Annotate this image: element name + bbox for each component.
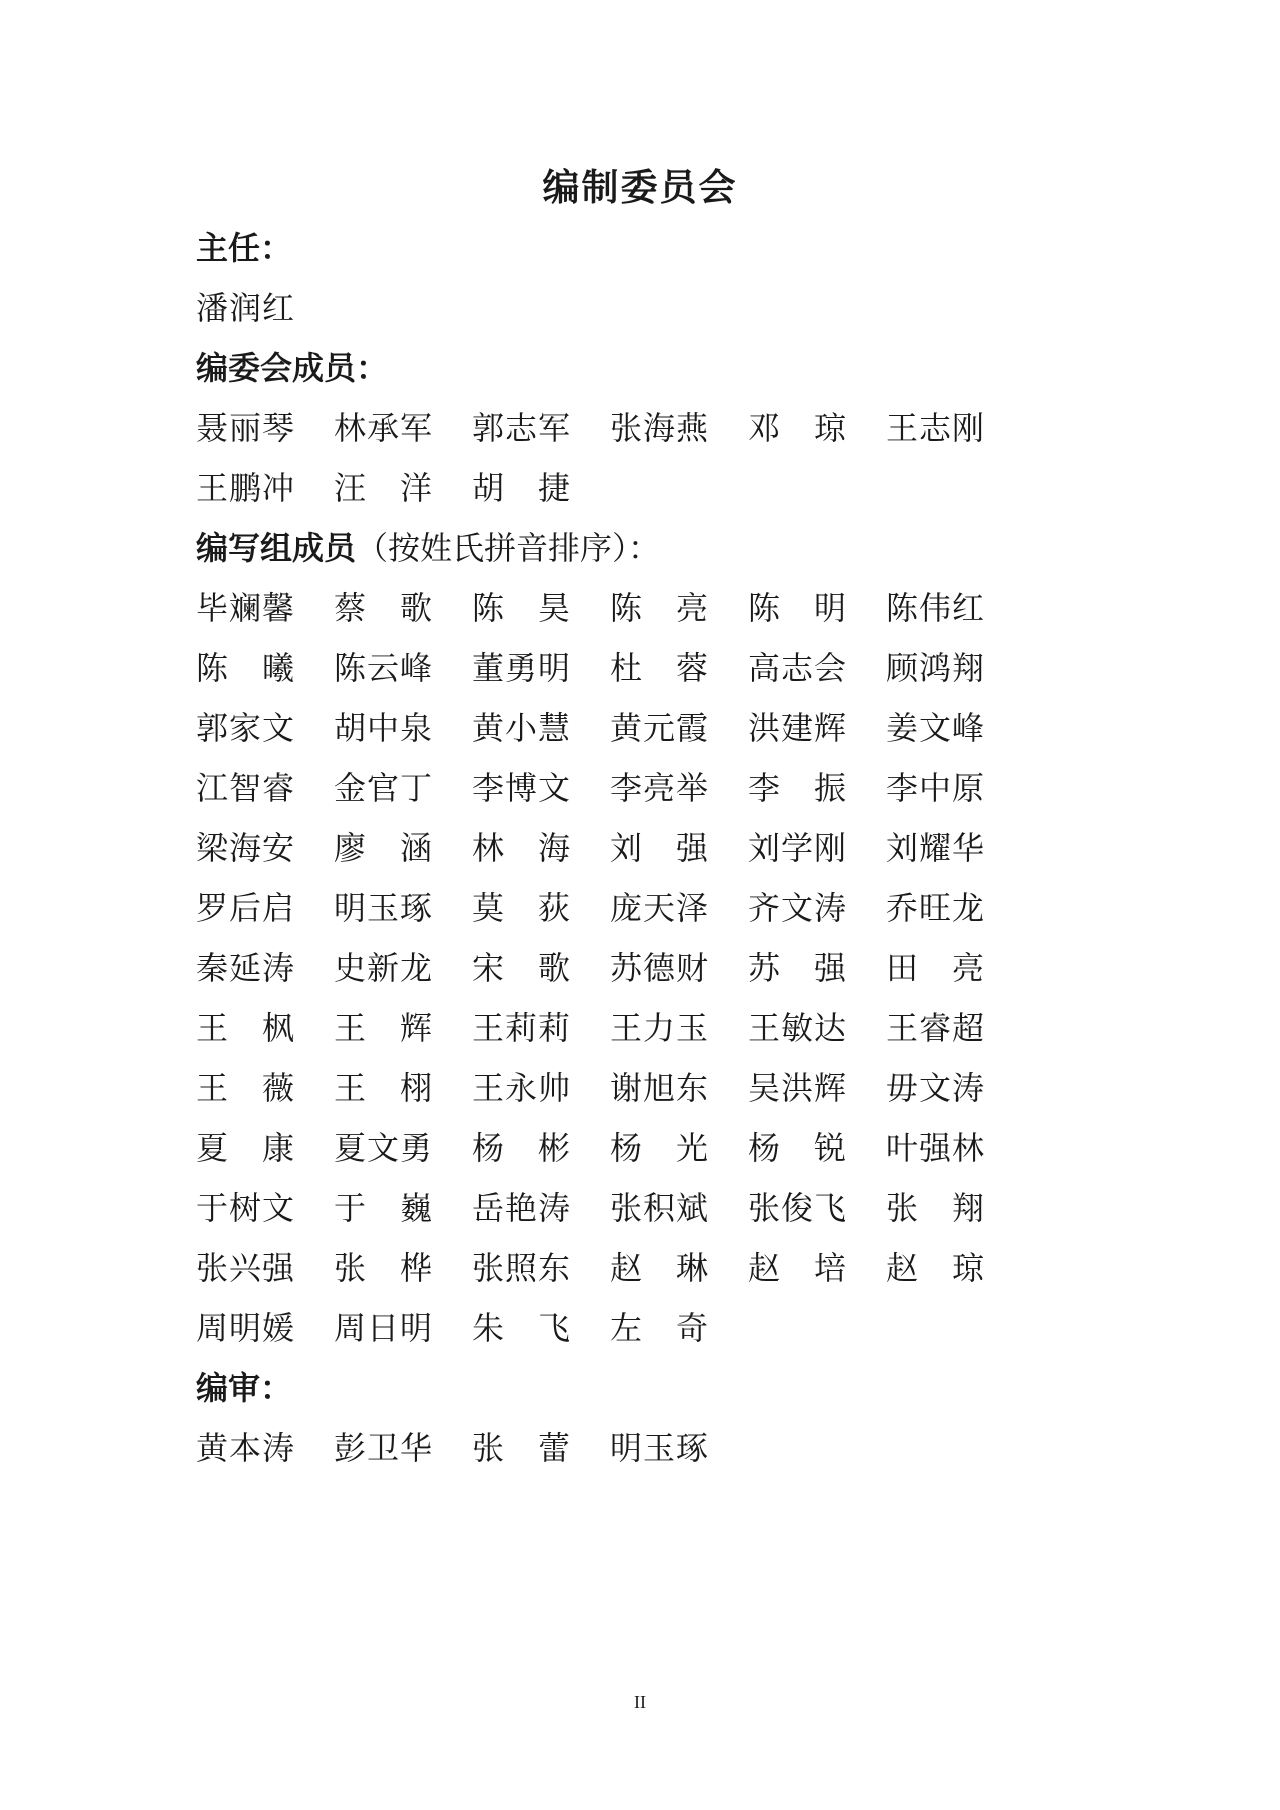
member-name: 杨 光 (610, 1129, 708, 1167)
section-heading (196, 338, 1096, 398)
member-name: 黄 小 慧 (472, 709, 570, 747)
section-heading-text: 编审： (196, 1369, 293, 1407)
member-name: 王 睿 超 (886, 1009, 984, 1047)
member-name: 刘 耀 华 (886, 829, 984, 867)
member-name: 王 志 刚 (886, 409, 984, 447)
member-name: 叶 强 林 (886, 1129, 984, 1167)
section-heading-text: 编写组成员 (196, 529, 357, 567)
member-name: 吴 洪 辉 (748, 1069, 846, 1107)
member-name: 王 敏 达 (748, 1009, 846, 1047)
member-name: 于 巍 (334, 1189, 432, 1227)
member-name: 赵 琼 (886, 1249, 984, 1287)
name-list (196, 278, 1096, 338)
member-name: 张 翔 (886, 1189, 984, 1227)
member-name: 朱 飞 (472, 1309, 570, 1347)
member-name: 李 博 文 (472, 769, 570, 807)
member-name: 夏 康 (196, 1129, 294, 1167)
member-name: 莫 荻 (472, 889, 570, 927)
member-name: 毋 文 涛 (886, 1069, 984, 1107)
section-heading-note: （按姓氏拼音排序）： (356, 529, 661, 567)
member-name: 王 鹏 冲 (196, 469, 294, 507)
member-name: 张 桦 (334, 1249, 432, 1287)
member-name: 庞 天 泽 (610, 889, 708, 927)
member-name: 黄 本 涛 (196, 1429, 294, 1467)
member-name: 金 官 丁 (334, 769, 432, 807)
member-name: 蔡 歌 (334, 589, 432, 627)
member-name: 高 志 会 (748, 649, 846, 687)
member-name: 赵 培 (748, 1249, 846, 1287)
member-name: 洪 建 辉 (748, 709, 846, 747)
member-name: 张 照 东 (472, 1249, 570, 1287)
member-name: 明 玉 琢 (610, 1429, 708, 1467)
member-name: 顾 鸿 翔 (886, 649, 984, 687)
member-name: 秦 延 涛 (196, 949, 294, 987)
member-name: 史 新 龙 (334, 949, 432, 987)
page-title: 编制委员会 (542, 166, 738, 209)
section-reviewers (196, 1358, 1096, 1478)
member-name: 杨 彬 (472, 1129, 570, 1167)
member-name: 姜 文 峰 (886, 709, 984, 747)
section-writing-group (196, 518, 1096, 1358)
member-name: 陈 明 (748, 589, 846, 627)
member-name: 杨 锐 (748, 1129, 846, 1167)
member-name: 梁 海 安 (196, 829, 294, 867)
member-name: 岳 艳 涛 (472, 1189, 570, 1227)
member-name: 王 枫 (196, 1009, 294, 1047)
member-name: 彭 卫 华 (334, 1429, 432, 1467)
member-name: 汪 洋 (334, 469, 432, 507)
member-name: 张 积 斌 (610, 1189, 708, 1227)
member-name: 周 明 媛 (196, 1309, 294, 1347)
member-name: 郭 志 军 (472, 409, 570, 447)
member-name: 夏 文 勇 (334, 1129, 432, 1167)
member-name: 王 力 玉 (610, 1009, 708, 1047)
member-name: 于 树 文 (196, 1189, 294, 1227)
member-name: 陈 亮 (610, 589, 708, 627)
member-name: 明 玉 琢 (334, 889, 432, 927)
section-heading (196, 518, 1096, 578)
member-name: 郭 家 文 (196, 709, 294, 747)
member-name: 陈 昊 (472, 589, 570, 627)
member-name: 张 俊 飞 (748, 1189, 846, 1227)
name-list (196, 578, 1096, 1358)
member-name: 李 振 (748, 769, 846, 807)
member-name: 田 亮 (886, 949, 984, 987)
section-director (196, 218, 1096, 338)
member-name: 刘 强 (610, 829, 708, 867)
member-name: 陈 云 峰 (334, 649, 432, 687)
member-name: 李 中 原 (886, 769, 984, 807)
member-name: 苏 强 (748, 949, 846, 987)
member-name: 赵 琳 (610, 1249, 708, 1287)
member-name: 张 兴 强 (196, 1249, 294, 1287)
member-name: 聂 丽 琴 (196, 409, 294, 447)
section-heading (196, 218, 1096, 278)
member-name: 王 永 帅 (472, 1069, 570, 1107)
member-name: 杜 蓉 (610, 649, 708, 687)
member-name: 陈 伟 红 (886, 589, 984, 627)
member-name: 王 辉 (334, 1009, 432, 1047)
member-name: 胡 捷 (472, 469, 570, 507)
member-name: 黄 元 霞 (610, 709, 708, 747)
member-name: 王 栩 (334, 1069, 432, 1107)
member-name: 齐 文 涛 (748, 889, 846, 927)
committee-content (196, 218, 1096, 1478)
member-name: 潘 润 红 (196, 289, 294, 327)
member-name: 罗 后 启 (196, 889, 294, 927)
member-name: 刘 学 刚 (748, 829, 846, 867)
section-heading-text: 主任： (196, 229, 293, 267)
name-list (196, 398, 1096, 518)
member-name: 王 薇 (196, 1069, 294, 1107)
member-name: 董 勇 明 (472, 649, 570, 687)
member-name: 宋 歌 (472, 949, 570, 987)
member-name: 李 亮 举 (610, 769, 708, 807)
member-name: 苏 德 财 (610, 949, 708, 987)
member-name: 林 海 (472, 829, 570, 867)
member-name: 张 海 燕 (610, 409, 708, 447)
member-name: 廖 涵 (334, 829, 432, 867)
name-list (196, 1418, 1096, 1478)
member-name: 左 奇 (610, 1309, 708, 1347)
member-name: 江 智 睿 (196, 769, 294, 807)
member-name: 林 承 军 (334, 409, 432, 447)
page-number: II (634, 1692, 646, 1712)
member-name: 陈 曦 (196, 649, 294, 687)
member-name: 乔 旺 龙 (886, 889, 984, 927)
member-name: 谢 旭 东 (610, 1069, 708, 1107)
member-name: 邓 琼 (748, 409, 846, 447)
member-name: 王 莉 莉 (472, 1009, 570, 1047)
member-name: 张 蕾 (472, 1429, 570, 1467)
member-name: 胡 中 泉 (334, 709, 432, 747)
section-heading-text: 编委会成员： (196, 349, 389, 387)
member-name: 毕 斓 馨 (196, 589, 294, 627)
member-name: 周 日 明 (334, 1309, 432, 1347)
section-editorial-board (196, 338, 1096, 518)
section-heading (196, 1358, 1096, 1418)
